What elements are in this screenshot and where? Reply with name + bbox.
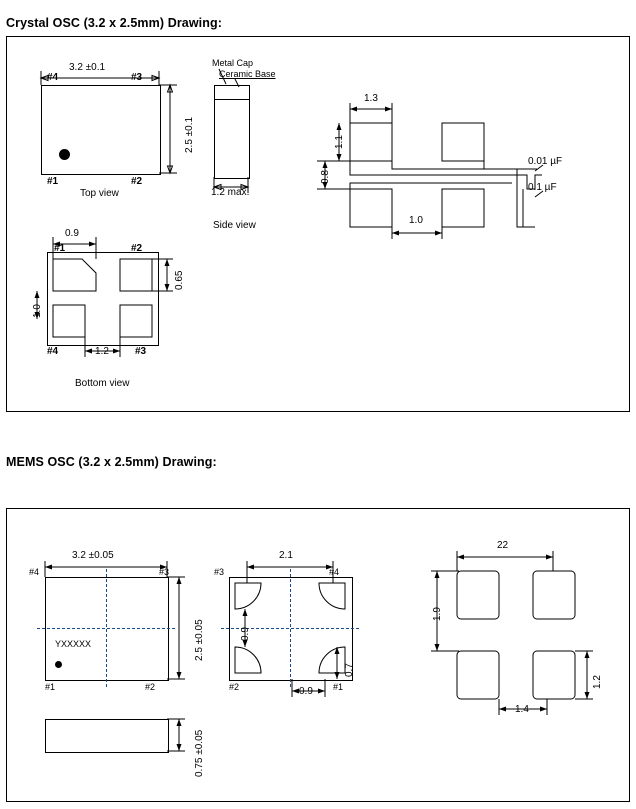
mems-land-dim-1-9: 1.9 <box>432 607 443 621</box>
mems-bottom-dim-0-9-bottom: 0.9 <box>299 686 313 697</box>
mems-land-dim-1-4: 1.4 <box>515 704 529 715</box>
crystal-drawing-panel <box>6 36 630 412</box>
crystal-top-pin-3: #3 <box>131 72 143 83</box>
crystal-bottom-pin-2: #2 <box>131 243 143 254</box>
mems-top-pin-1: #1 <box>45 682 56 692</box>
mems-drawing-panel <box>6 508 630 802</box>
mems-bottom-dim-2-1: 2.1 <box>279 550 293 561</box>
crystal-land-dim-1-1: 1.1 <box>334 135 345 149</box>
crystal-top-height-dim: 2.5 ±0.1 <box>184 116 195 153</box>
mems-land-dim-1-2: 1.2 <box>592 675 603 689</box>
crystal-bottom-view-caption: Bottom view <box>75 378 130 389</box>
mems-top-pin-4: #4 <box>29 567 40 577</box>
mems-bottom-dim-0-9-left: 0.9 <box>240 627 251 641</box>
page-title-crystal: Crystal OSC (3.2 x 2.5mm) Drawing: <box>6 16 222 30</box>
mems-land-dim-22: 22 <box>497 540 509 551</box>
mems-bottom-pin-2: #2 <box>229 682 240 692</box>
crystal-top-view-caption: Top view <box>80 188 119 199</box>
mems-land-pattern <box>7 509 629 801</box>
crystal-top-pin-4: #4 <box>47 72 59 83</box>
crystal-land-dim-0-8: 0.8 <box>320 170 331 184</box>
crystal-bottom-dim-1-0: 1.0 <box>32 304 43 318</box>
crystal-side-view-caption: Side view <box>213 220 256 231</box>
mems-bottom-pin-4: #4 <box>329 567 340 577</box>
mems-top-pin-3: #3 <box>159 567 170 577</box>
crystal-top-pin-2: #2 <box>131 176 143 187</box>
crystal-bottom-dim-1-2: 1.2 <box>95 346 109 357</box>
mems-top-view-marking: YXXXXX <box>55 639 92 649</box>
mems-bottom-pin-1: #1 <box>333 682 344 692</box>
crystal-ceramic-base-label: Ceramic Base <box>219 69 276 79</box>
mems-top-height-dim: 2.5 ±0.05 <box>194 619 205 661</box>
crystal-bottom-pin-3: #3 <box>135 346 147 357</box>
crystal-side-width-dim: 1.2 max. <box>211 187 250 198</box>
crystal-metal-cap-label: Metal Cap <box>212 58 254 68</box>
mems-bottom-dim-0-7: 0.7 <box>344 663 355 677</box>
mems-top-pin-2: #2 <box>145 682 156 692</box>
crystal-land-dim-1-0: 1.0 <box>409 215 423 226</box>
page-title-mems: MEMS OSC (3.2 x 2.5mm) Drawing: <box>6 455 217 469</box>
crystal-top-width-dim: 3.2 ±0.1 <box>69 62 106 73</box>
crystal-cap-label-0-01uf: 0.01 µF <box>528 156 563 167</box>
mems-top-width-dim: 3.2 ±0.05 <box>72 550 114 561</box>
mems-bottom-pin-3: #3 <box>214 567 225 577</box>
crystal-land-dim-1-3: 1.3 <box>364 93 378 104</box>
crystal-bottom-pin-1: #1 <box>54 243 66 254</box>
mems-side-height-dim: 0.75 ±0.05 <box>194 729 205 777</box>
crystal-top-pin-1: #1 <box>47 176 59 187</box>
crystal-cap-label-0-1uf: 0.1 µF <box>528 182 557 193</box>
crystal-bottom-dim-0-9: 0.9 <box>65 228 79 239</box>
crystal-bottom-pin-4: #4 <box>47 346 59 357</box>
crystal-bottom-dim-0-65: 0.65 <box>174 270 185 290</box>
